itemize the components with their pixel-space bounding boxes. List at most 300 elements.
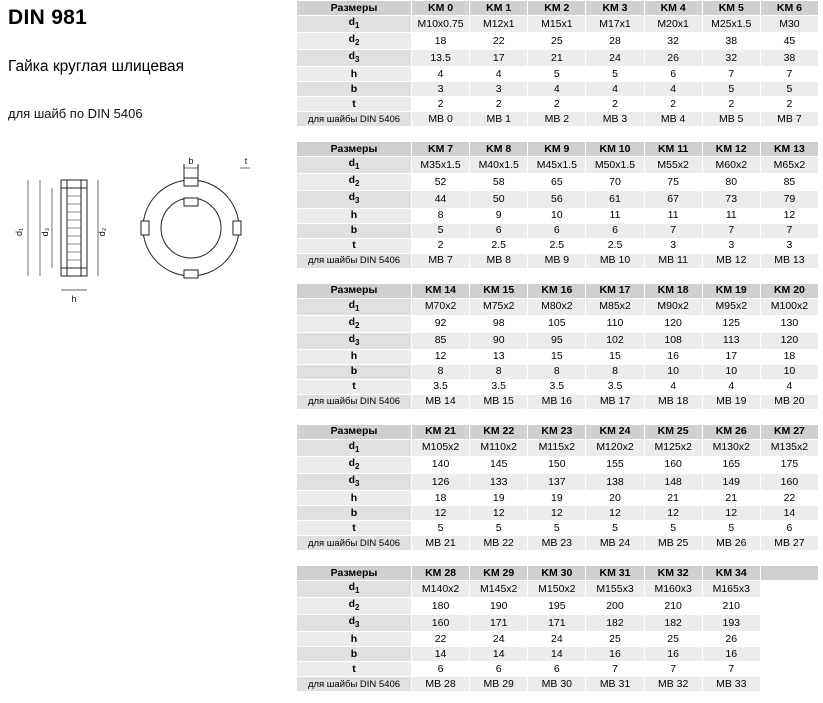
table-header-size: KM 29 [470,566,528,581]
product-note: для шайб по DIN 5406 [8,106,143,121]
row-label: $d_1$ [297,157,412,174]
table-cell: 5 [702,82,760,97]
table-cell: 9 [470,208,528,223]
table-cell: 4 [586,82,644,97]
table-row [297,298,819,315]
table-cell: 32 [644,33,702,50]
table-cell: 58 [470,174,528,191]
table-cell: 5 [760,82,818,97]
row-label: для шайбы DIN 5406 [297,112,412,127]
table-cell: 2 [412,238,470,253]
table-cell: 7 [702,662,760,677]
table-cell: 120 [644,315,702,332]
table-cell: 13 [470,349,528,364]
row-label: h [297,349,412,364]
table-row [297,16,819,33]
table-cell: M135x2 [760,439,818,456]
table-header-dimensions: Размеры [297,1,412,16]
table-header-size: KM 10 [586,142,644,157]
table-cell: 45 [760,33,818,50]
table-cell: M145x2 [470,581,528,598]
table-cell-empty [760,662,818,677]
row-label: $d_2$ [297,174,412,191]
table-cell: 171 [528,615,586,632]
table-cell: MB 16 [528,394,586,409]
table-cell: 7 [586,662,644,677]
table-row [297,474,819,491]
table-cell: 2.5 [528,238,586,253]
table-cell: 4 [644,82,702,97]
table-cell: 24 [470,632,528,647]
table-header-size: KM 16 [528,283,586,298]
table-cell: M125x2 [644,439,702,456]
table-cell: 18 [412,33,470,50]
table-row [297,223,819,238]
table-cell: 3 [702,238,760,253]
table-cell: 25 [586,632,644,647]
table-cell: 148 [644,474,702,491]
table-cell: 165 [702,456,760,473]
table-header-dimensions: Размеры [297,566,412,581]
table-cell: MB 19 [702,394,760,409]
table-cell: MB 7 [412,253,470,268]
table-cell: 7 [760,223,818,238]
table-header-size: KM 14 [412,283,470,298]
table-cell: MB 22 [470,536,528,551]
table-cell: M85x2 [586,298,644,315]
table-cell: 7 [760,67,818,82]
table-cell: MB 12 [702,253,760,268]
table-cell: 10 [702,364,760,379]
row-label: t [297,662,412,677]
table-cell: 67 [644,191,702,208]
table-cell: 15 [586,349,644,364]
table-row [297,598,819,615]
spec-table [296,141,819,268]
row-label: для шайбы DIN 5406 [297,253,412,268]
table-cell: 130 [760,315,818,332]
table-row [297,238,819,253]
table-cell: 3.5 [412,379,470,394]
table-cell: M105x2 [412,439,470,456]
table-cell: M95x2 [702,298,760,315]
table-cell: 210 [702,598,760,615]
table-row [297,536,819,551]
table-cell: 18 [412,491,470,506]
table-header-size: KM 1 [470,1,528,16]
table-cell: 12 [470,506,528,521]
table-cell: 11 [644,208,702,223]
table-cell: 14 [528,647,586,662]
table-header-size: KM 12 [702,142,760,157]
table-row [297,349,819,364]
table-cell: 8 [528,364,586,379]
table-cell: 12 [702,506,760,521]
table-header-size: KM 22 [470,424,528,439]
table-cell: 85 [760,174,818,191]
table-cell: 5 [644,521,702,536]
table-cell: 75 [644,174,702,191]
table-cell: MB 30 [528,677,586,692]
table-cell: 10 [644,364,702,379]
table-cell: 24 [528,632,586,647]
table-cell: 24 [586,50,644,67]
row-label: $d_1$ [297,581,412,598]
row-label: b [297,647,412,662]
table-cell: 12 [528,506,586,521]
table-cell: 193 [702,615,760,632]
table-cell: 6 [760,521,818,536]
table-cell: 16 [644,349,702,364]
table-cell: 125 [702,315,760,332]
table-cell: 2.5 [586,238,644,253]
table-cell: 160 [760,474,818,491]
table-cell: M140x2 [412,581,470,598]
table-cell: MB 0 [412,112,470,127]
table-cell: MB 31 [586,677,644,692]
row-label: h [297,208,412,223]
row-label: h [297,67,412,82]
table-cell: 113 [702,332,760,349]
table-cell: 180 [412,598,470,615]
table-header-size: KM 24 [586,424,644,439]
table-cell: 5 [586,67,644,82]
table-header-size: KM 34 [702,566,760,581]
table-cell: 3.5 [586,379,644,394]
table-cell: MB 26 [702,536,760,551]
table-cell: 150 [528,456,586,473]
table-cell: 26 [644,50,702,67]
table-cell: MB 4 [644,112,702,127]
table-cell: 8 [470,364,528,379]
row-label: t [297,521,412,536]
table-header-size: KM 17 [586,283,644,298]
table-header-size: KM 13 [760,142,818,157]
table-cell: M90x2 [644,298,702,315]
table-header-size: KM 3 [586,1,644,16]
table-cell: M80x2 [528,298,586,315]
table-cell: M20x1 [644,16,702,33]
table-cell: 10 [760,364,818,379]
table-cell: 126 [412,474,470,491]
table-cell: M10x0.75 [412,16,470,33]
svg-text:d₂: d₂ [97,227,107,237]
table-cell: 102 [586,332,644,349]
table-cell: 17 [470,50,528,67]
page-title: DIN 981 [8,6,88,29]
table-cell: MB 21 [412,536,470,551]
table-cell: 2 [702,97,760,112]
table-cell: M40x1.5 [470,157,528,174]
table-header-size: KM 2 [528,1,586,16]
table-cell: 137 [528,474,586,491]
table-cell: MB 5 [702,112,760,127]
table-cell: 52 [412,174,470,191]
table-cell: 133 [470,474,528,491]
table-row [297,456,819,473]
spec-table [296,0,819,127]
spec-table [296,424,819,551]
table-cell: M110x2 [470,439,528,456]
table-cell: 16 [644,647,702,662]
table-cell: M120x2 [586,439,644,456]
table-cell: 2 [470,97,528,112]
table-header-size: KM 11 [644,142,702,157]
table-row [297,439,819,456]
table-row [297,581,819,598]
table-cell: M150x2 [528,581,586,598]
table-row [297,253,819,268]
table-cell: 12 [760,208,818,223]
row-label: t [297,238,412,253]
table-cell: 73 [702,191,760,208]
table-cell-empty [760,632,818,647]
table-row [297,632,819,647]
table-cell: 3 [470,82,528,97]
table-cell: 26 [702,632,760,647]
table-cell: M45x1.5 [528,157,586,174]
table-row [297,208,819,223]
table-cell: 11 [586,208,644,223]
row-label: b [297,223,412,238]
table-header-size: KM 19 [702,283,760,298]
table-cell: 155 [586,456,644,473]
table-cell: 7 [702,223,760,238]
table-cell: 5 [528,67,586,82]
table-cell: 6 [412,662,470,677]
table-row [297,67,819,82]
table-cell: M17x1 [586,16,644,33]
table-cell: 16 [702,647,760,662]
svg-text:d₃: d₃ [40,227,50,237]
table-cell: 6 [586,223,644,238]
table-cell: 20 [586,491,644,506]
table-cell: 200 [586,598,644,615]
table-cell: 8 [412,208,470,223]
table-cell: 182 [586,615,644,632]
table-cell: 15 [528,349,586,364]
svg-text:d₁: d₁ [14,227,24,237]
table-cell: 3.5 [528,379,586,394]
table-row [297,647,819,662]
table-cell: 8 [412,364,470,379]
table-cell: 4 [528,82,586,97]
table-cell: 120 [760,332,818,349]
table-cell: 21 [702,491,760,506]
row-label: $d_3$ [297,50,412,67]
table-cell: 7 [702,67,760,82]
table-header-size: KM 4 [644,1,702,16]
table-cell: 182 [644,615,702,632]
table-cell: 21 [644,491,702,506]
table-cell: 3 [644,238,702,253]
table-cell: 160 [412,615,470,632]
table-cell: 2 [644,97,702,112]
row-label: b [297,506,412,521]
table-row [297,157,819,174]
row-label: h [297,632,412,647]
table-cell: 105 [528,315,586,332]
table-cell: 2 [586,97,644,112]
table-cell-empty [760,581,818,598]
table-cell: 98 [470,315,528,332]
table-header-size: KM 31 [586,566,644,581]
table-cell: 90 [470,332,528,349]
table-cell: 22 [470,33,528,50]
table-row [297,491,819,506]
table-cell: 32 [702,50,760,67]
table-cell: 145 [470,456,528,473]
table-cell: 5 [586,521,644,536]
table-cell: 12 [412,506,470,521]
table-cell: 14 [470,647,528,662]
row-label: $d_1$ [297,16,412,33]
table-cell: 108 [644,332,702,349]
table-cell: 22 [760,491,818,506]
table-cell: 5 [702,521,760,536]
row-label: h [297,491,412,506]
row-label: $d_2$ [297,456,412,473]
table-cell: M30 [760,16,818,33]
spec-table [296,283,819,410]
table-cell: 140 [412,456,470,473]
table-header-size: KM 0 [412,1,470,16]
table-cell: 4 [412,67,470,82]
row-label: t [297,379,412,394]
row-label: $d_1$ [297,298,412,315]
table-cell-empty [760,598,818,615]
table-cell: MB 24 [586,536,644,551]
table-cell: MB 10 [586,253,644,268]
table-cell: 79 [760,191,818,208]
table-cell: 4 [760,379,818,394]
table-cell: MB 1 [470,112,528,127]
table-cell: MB 13 [760,253,818,268]
table-cell: 65 [528,174,586,191]
table-cell: MB 9 [528,253,586,268]
table-cell: MB 29 [470,677,528,692]
table-cell: MB 32 [644,677,702,692]
table-header-size: KM 7 [412,142,470,157]
table-cell: 2 [528,97,586,112]
table-cell: MB 3 [586,112,644,127]
product-name: Гайка круглая шлицевая [8,58,185,75]
table-cell: 50 [470,191,528,208]
table-cell: 171 [470,615,528,632]
row-label: $d_3$ [297,191,412,208]
table-cell: M35x1.5 [412,157,470,174]
table-cell: MB 18 [644,394,702,409]
table-cell: 175 [760,456,818,473]
row-label: для шайбы DIN 5406 [297,536,412,551]
table-cell: 25 [644,632,702,647]
table-cell: M115x2 [528,439,586,456]
table-cell: M100x2 [760,298,818,315]
table-row [297,394,819,409]
table-cell: 6 [644,67,702,82]
table-cell: MB 14 [412,394,470,409]
table-cell: M12x1 [470,16,528,33]
row-label: для шайбы DIN 5406 [297,394,412,409]
table-row [297,379,819,394]
table-cell: MB 27 [760,536,818,551]
table-row [297,662,819,677]
table-cell: MB 23 [528,536,586,551]
table-cell: MB 11 [644,253,702,268]
table-cell: 3 [412,82,470,97]
spec-table [296,565,819,692]
table-cell: 10 [528,208,586,223]
row-label: $d_2$ [297,33,412,50]
table-header-size: KM 18 [644,283,702,298]
table-cell: 210 [644,598,702,615]
table-cell: 19 [528,491,586,506]
table-cell: 5 [412,521,470,536]
row-label: $d_3$ [297,332,412,349]
table-cell: 138 [586,474,644,491]
svg-text:h: h [71,294,77,304]
table-header-size: KM 15 [470,283,528,298]
table-cell: 38 [760,50,818,67]
table-cell: M160x3 [644,581,702,598]
table-cell: MB 33 [702,677,760,692]
table-cell: M130x2 [702,439,760,456]
table-cell: 14 [760,506,818,521]
table-row [297,97,819,112]
table-cell-empty [760,677,818,692]
table-cell: MB 20 [760,394,818,409]
row-label: $d_2$ [297,315,412,332]
table-cell: MB 17 [586,394,644,409]
table-cell: 16 [586,647,644,662]
svg-text:t: t [244,156,248,166]
table-cell: 18 [760,349,818,364]
table-cell: M60x2 [702,157,760,174]
row-label: t [297,97,412,112]
table-header-empty [760,566,818,581]
table-cell: 28 [586,33,644,50]
left-column [0,0,292,703]
table-cell: 8 [586,364,644,379]
row-label: для шайбы DIN 5406 [297,677,412,692]
row-label: $d_3$ [297,615,412,632]
table-cell: 4 [644,379,702,394]
table-header-size: KM 27 [760,424,818,439]
table-header-size: KM 6 [760,1,818,16]
table-cell: 5 [528,521,586,536]
table-cell: M65x2 [760,157,818,174]
table-cell: 149 [702,474,760,491]
table-header-size: KM 32 [644,566,702,581]
table-cell: 14 [412,647,470,662]
table-header-dimensions: Размеры [297,424,412,439]
row-label: b [297,82,412,97]
table-cell: 6 [528,662,586,677]
table-row [297,315,819,332]
table-cell: 80 [702,174,760,191]
table-header-size: KM 23 [528,424,586,439]
table-header-size: KM 26 [702,424,760,439]
table-cell: 61 [586,191,644,208]
table-cell: 7 [644,662,702,677]
table-cell: 85 [412,332,470,349]
specification-tables [296,0,823,703]
table-header-size: KM 5 [702,1,760,16]
table-cell: 6 [470,223,528,238]
row-label: $d_2$ [297,598,412,615]
svg-text:b: b [188,156,194,166]
table-cell: M75x2 [470,298,528,315]
